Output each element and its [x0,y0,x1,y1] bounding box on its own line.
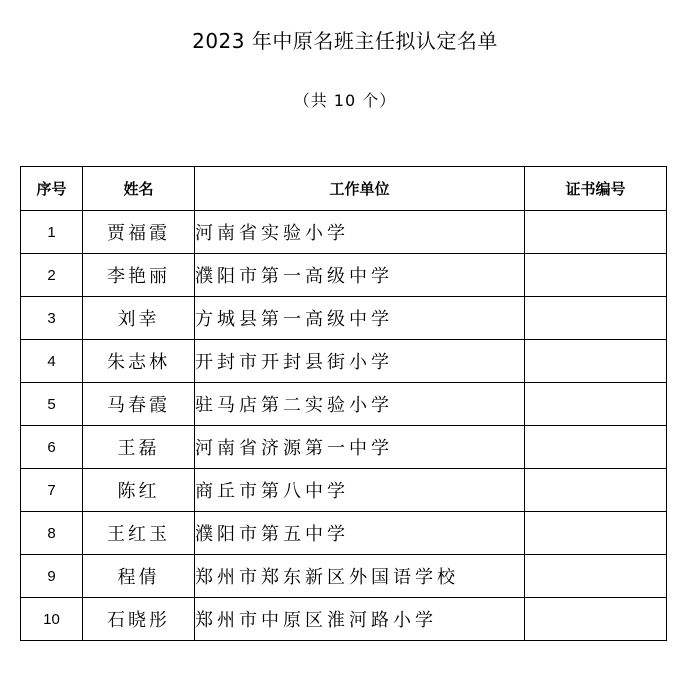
row-number: 9 [21,555,83,598]
certificate-number [525,426,667,469]
certificate-number [525,254,667,297]
work-unit: 开封市开封县街小学 [195,340,525,383]
row-number: 6 [21,426,83,469]
certificate-number [525,340,667,383]
header-unit: 工作单位 [195,167,525,211]
roster-table [20,166,667,641]
certificate-number [525,469,667,512]
certificate-number [525,383,667,426]
work-unit: 濮阳市第一高级中学 [195,254,525,297]
table-row [21,211,667,254]
certificate-number [525,297,667,340]
table-header-row [21,167,667,211]
row-number: 1 [21,211,83,254]
work-unit: 驻马店第二实验小学 [195,383,525,426]
table-row [21,254,667,297]
teacher-name: 李艳丽 [83,254,195,297]
teacher-name: 马春霞 [83,383,195,426]
teacher-name: 刘幸 [83,297,195,340]
row-number: 8 [21,512,83,555]
row-number: 2 [21,254,83,297]
row-number: 3 [21,297,83,340]
work-unit: 河南省济源第一中学 [195,426,525,469]
table-row [21,555,667,598]
table-row [21,297,667,340]
teacher-name: 王红玉 [83,512,195,555]
row-number: 7 [21,469,83,512]
teacher-name: 贾福霞 [83,211,195,254]
row-number: 4 [21,340,83,383]
document-subtitle: （共 10 个） [293,91,397,110]
row-number: 5 [21,383,83,426]
table-row [21,512,667,555]
document-title: 2023 年中原名班主任拟认定名单 [192,29,498,53]
work-unit: 方城县第一高级中学 [195,297,525,340]
table-row [21,383,667,426]
work-unit: 郑州市中原区淮河路小学 [195,598,525,641]
table-row [21,598,667,641]
header-no: 序号 [21,167,83,211]
certificate-number [525,211,667,254]
work-unit: 濮阳市第五中学 [195,512,525,555]
teacher-name: 王磊 [83,426,195,469]
teacher-name: 陈红 [83,469,195,512]
header-name: 姓名 [83,167,195,211]
teacher-name: 朱志林 [83,340,195,383]
certificate-number [525,598,667,641]
teacher-name: 石晓彤 [83,598,195,641]
header-cert: 证书编号 [525,167,667,211]
certificate-number [525,555,667,598]
row-number: 10 [21,598,83,641]
work-unit: 河南省实验小学 [195,211,525,254]
teacher-name: 程倩 [83,555,195,598]
certificate-number [525,512,667,555]
table-row [21,340,667,383]
work-unit: 商丘市第八中学 [195,469,525,512]
work-unit: 郑州市郑东新区外国语学校 [195,555,525,598]
table-row [21,469,667,512]
table-row [21,426,667,469]
